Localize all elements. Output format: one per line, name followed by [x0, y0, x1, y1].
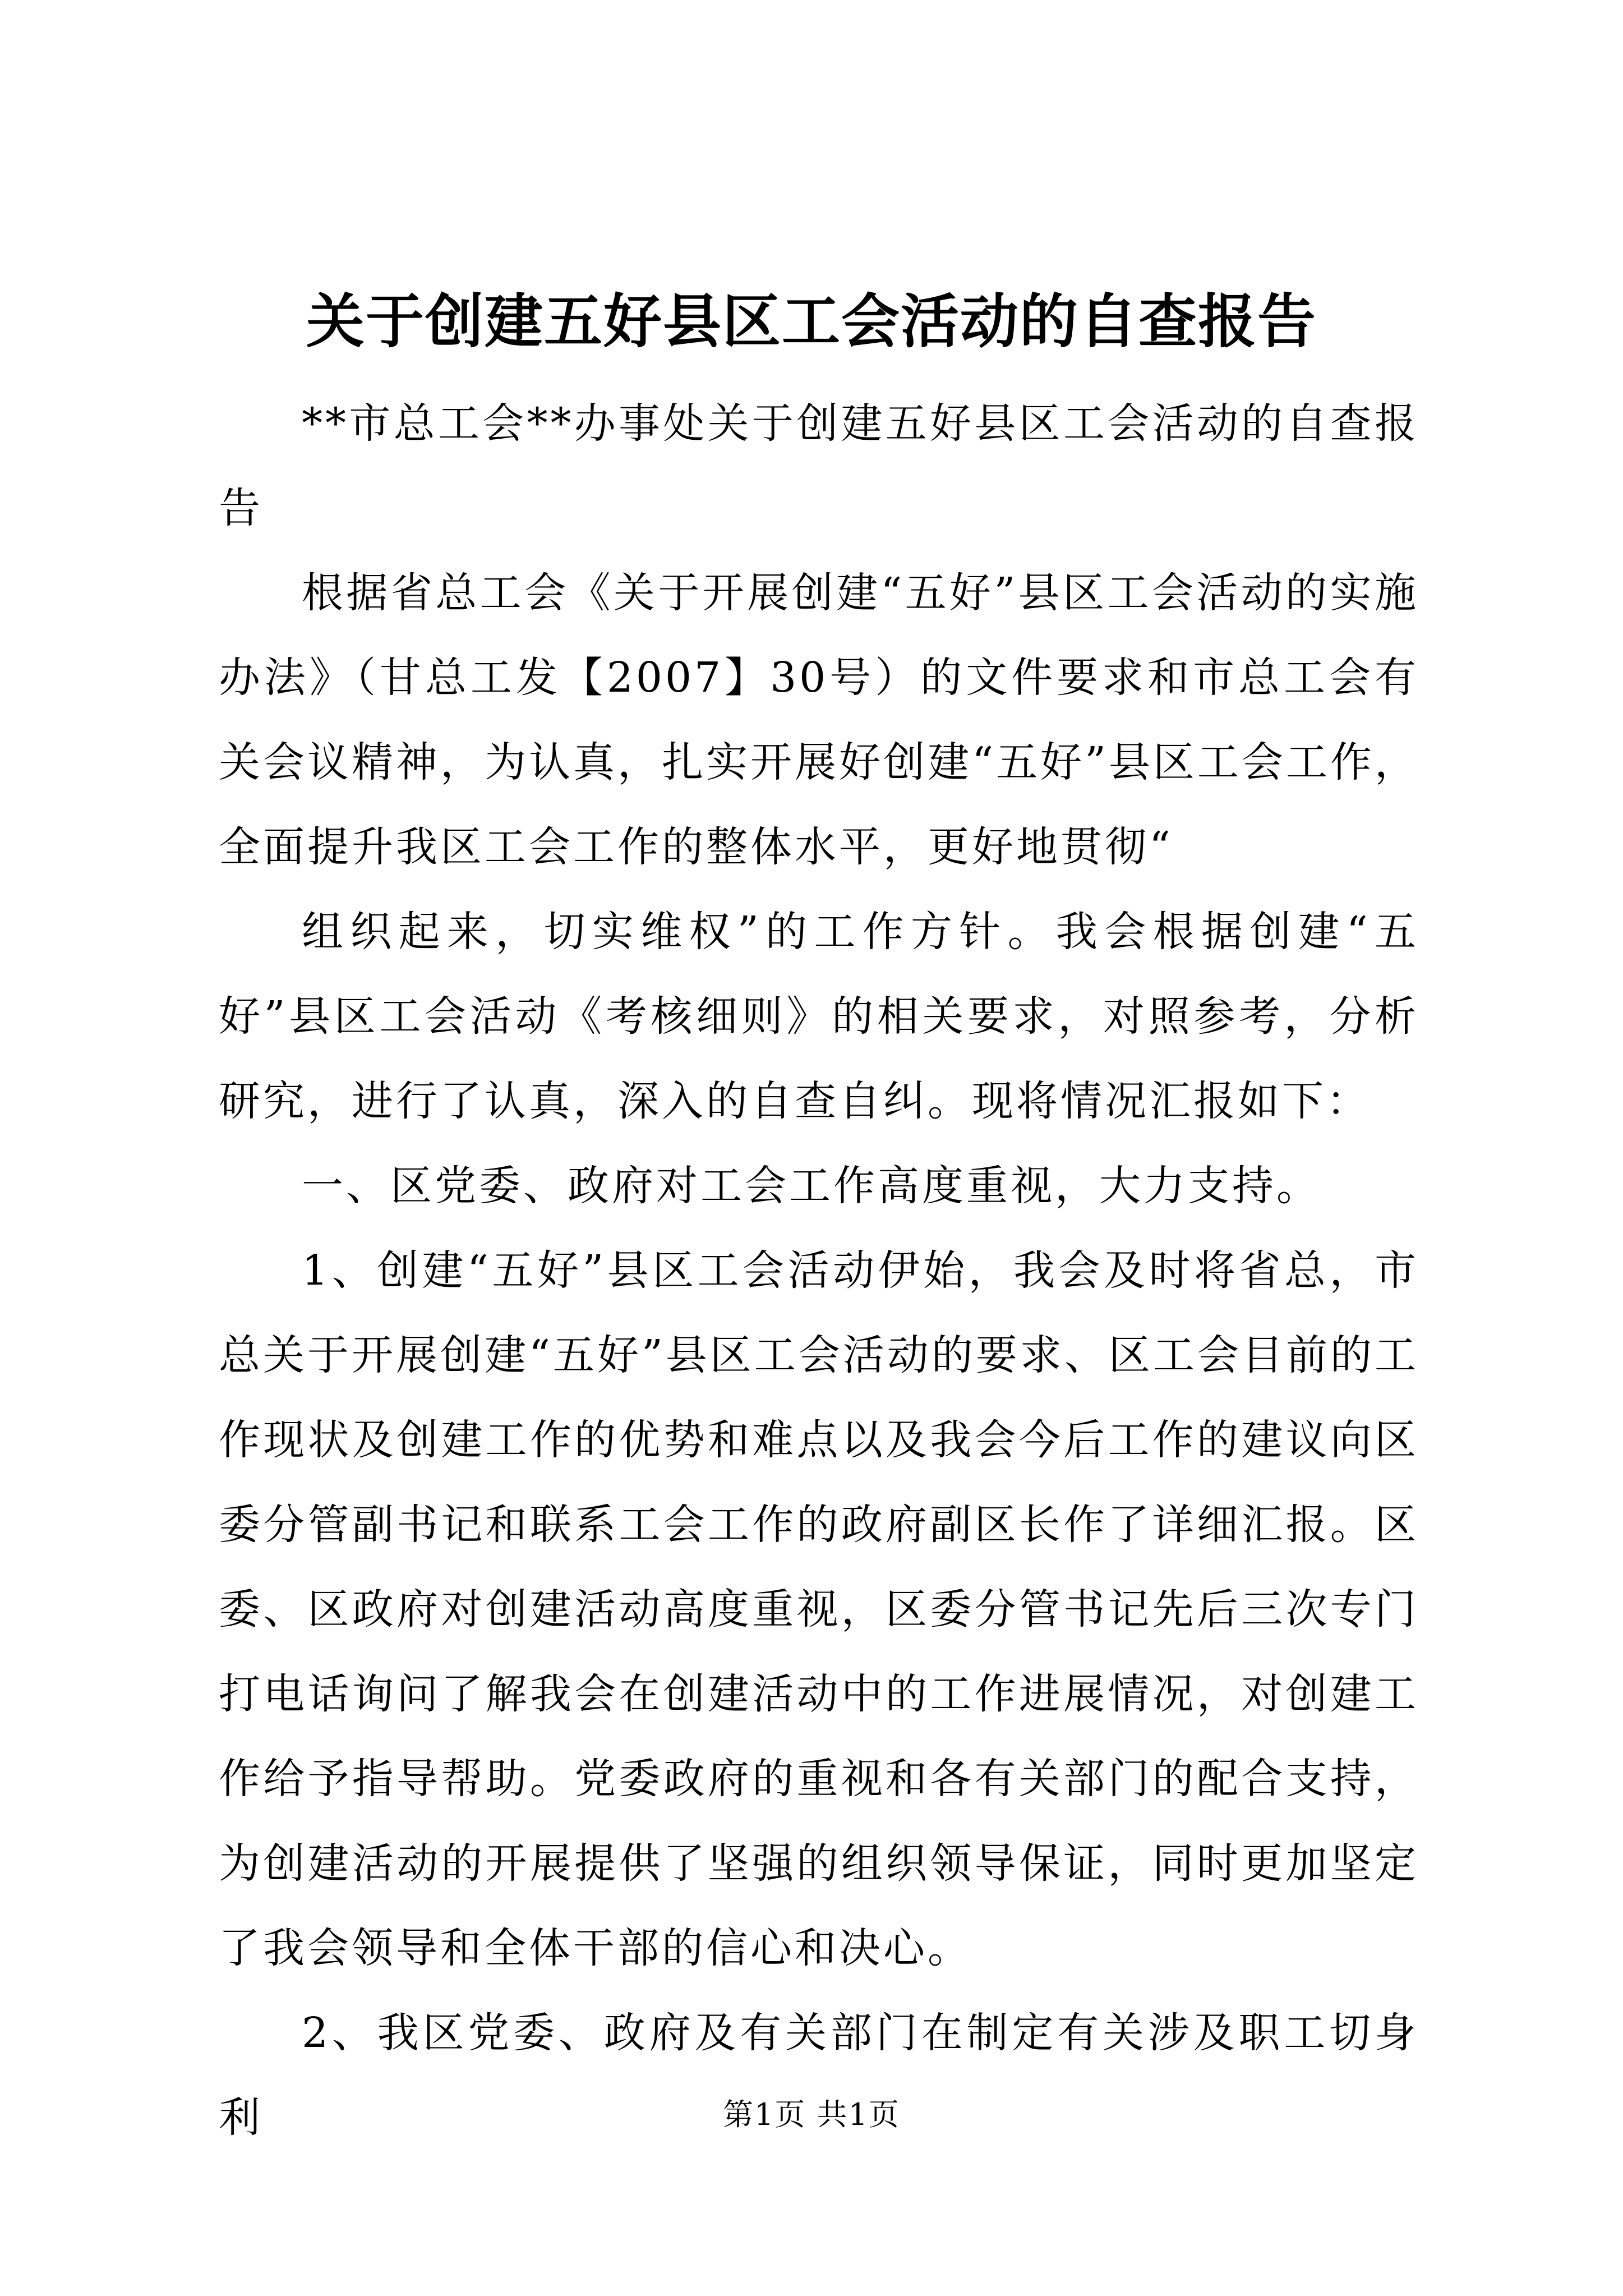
paragraph-basis: 根据省总工会《关于开展创建“五好”县区工会活动的实施办法》（甘总工发【2007】30号）的文件要求和市总工会有关会议精神，为认真，扎实开展好创建“五好”县区工会工作，全面提升我区工会工作的整体水平，更好地贯彻“ [219, 569, 1419, 871]
paragraph-principle: 组织起来，切实维权”的工作方针。我会根据创建“五好”县区工会活动《考核细则》的相关要求，对照参考，分析研究，进行了认真，深入的自查自纠。现将情况汇报如下： [219, 908, 1419, 1125]
paragraph-heading-line: **市总工会**办事处关于创建五好县区工会活动的自查报告 [219, 399, 1419, 532]
paragraph-item-1: 1、创建“五好”县区工会活动伊始，我会及时将省总，市总关于开展创建“五好”县区工会活动的要求、区工会目前的工作现状及创建工作的优势和难点以及我会今后工作的建议向区委分管副书记和联系工会工作的政府副区长作了详细汇报。区委、区政府对创建活动高度重视，区委分管书记先后三次专门打电话询问了解我会在创建活动中的工作进展情况，对创建工作给予指导帮助。党委政府的重视和各有关部门的配合支持，为创建活动的开展提供了坚强的组织领导保证，同时更加坚定了我会领导和全体干部的信心和决心。 [219, 1246, 1419, 1972]
page-footer: 第1页 共1页 [723, 2097, 900, 2132]
section-heading-one: 一、区党委、政府对工会工作高度重视，大力支持。 [302, 1162, 1321, 1210]
paragraph-item-2: 2、我区党委、政府及有关部门在制定有关涉及职工切身利 [219, 2009, 1419, 2142]
document-body [219, 381, 1419, 2160]
document-title: 关于创建五好县区工会活动的自查报告 [306, 287, 1317, 356]
